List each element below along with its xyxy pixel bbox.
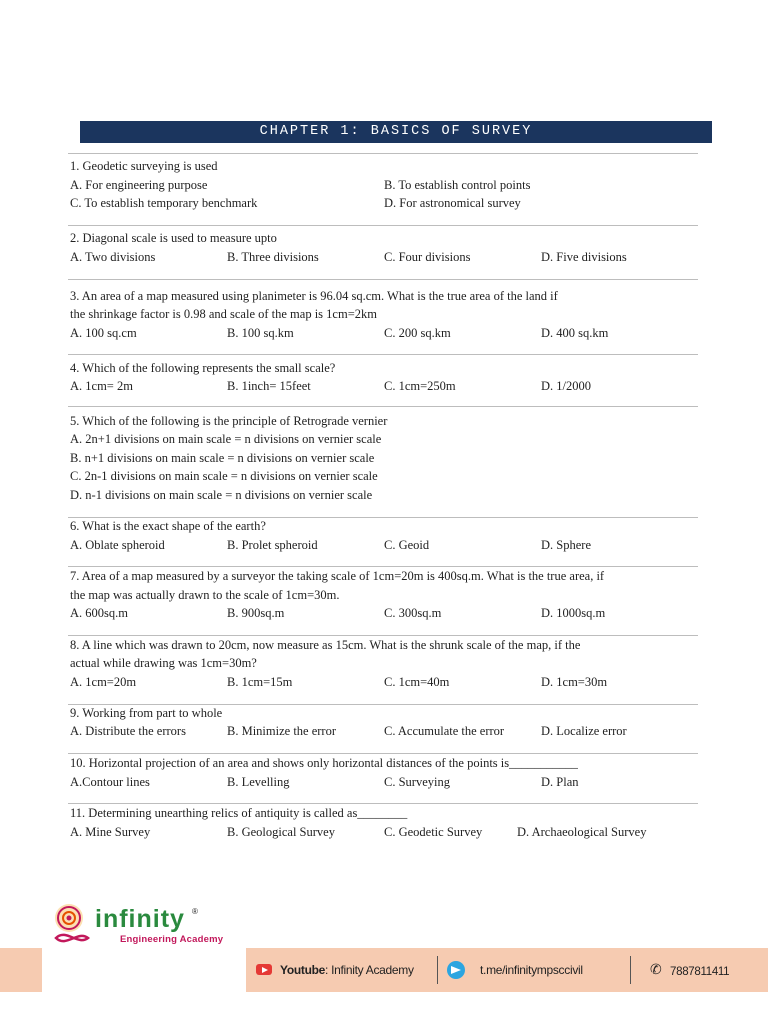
youtube-channel: : Infinity Academy: [325, 963, 414, 977]
option: A. For engineering purpose: [70, 178, 208, 192]
option: C. 2n-1 divisions on main scale = n divisions on vernier scale: [70, 469, 378, 483]
option: D. 400 sq.km: [541, 326, 609, 340]
phone-icon: ✆: [650, 962, 662, 978]
option: C. 1cm=250m: [384, 379, 456, 393]
option: A.Contour lines: [70, 775, 150, 789]
option: A. Distribute the errors: [70, 724, 186, 738]
divider: [68, 566, 698, 567]
option: A. 600sq.m: [70, 606, 128, 620]
option: A. 1cm= 2m: [70, 379, 133, 393]
divider: [68, 406, 698, 407]
divider: [68, 803, 698, 804]
footer-separator: [437, 956, 438, 984]
option: A. 2n+1 divisions on main scale = n divisions on vernier scale: [70, 432, 382, 446]
footer-separator: [630, 956, 631, 984]
option: D. Plan: [541, 775, 579, 789]
option: B. Three divisions: [227, 250, 319, 264]
option: D. 1000sq.m: [541, 606, 606, 620]
option: C. Four divisions: [384, 250, 471, 264]
option: B. 100 sq.km: [227, 326, 294, 340]
option: A. Two divisions: [70, 250, 156, 264]
option: C. 300sq.m: [384, 606, 442, 620]
question-text: 10. Horizontal projection of an area and shows only horizontal distances of the points is___________: [70, 756, 578, 770]
option: D. Sphere: [541, 538, 591, 552]
divider: [68, 225, 698, 226]
question-text: actual while drawing was 1cm=30m?: [70, 656, 257, 670]
logo-subtitle: Engineering Academy: [120, 934, 224, 945]
option: B. Prolet spheroid: [227, 538, 318, 552]
phone-number[interactable]: 7887811411: [670, 966, 730, 978]
option: B. 900sq.m: [227, 606, 285, 620]
youtube-link[interactable]: [280, 962, 414, 978]
divider: [68, 153, 698, 154]
telegram-icon: [447, 961, 465, 979]
option: B. n+1 divisions on main scale = n divisions on vernier scale: [70, 451, 375, 465]
question-text: 6. What is the exact shape of the earth?: [70, 519, 266, 533]
option: D. Five divisions: [541, 250, 627, 264]
registered-mark: ®: [192, 907, 198, 916]
footer-band-left: [0, 948, 42, 992]
question-text: 5. Which of the following is the principle of Retrograde vernier: [70, 414, 388, 428]
question-text: the shrinkage factor is 0.98 and scale of the map is 1cm=2km: [70, 307, 377, 321]
question-text: 8. A line which was drawn to 20cm, now measure as 15cm. What is the shrunk scale of the map, if the: [70, 638, 581, 652]
option: B. Geological Survey: [227, 825, 335, 839]
option: C. 1cm=40m: [384, 675, 450, 689]
question-text: the map was actually drawn to the scale of 1cm=30m.: [70, 588, 340, 602]
option: B. 1inch= 15feet: [227, 379, 311, 393]
question-text: 1. Geodetic surveying is used: [70, 159, 218, 173]
question-text: 7. Area of a map measured by a surveyor the taking scale of 1cm=20m is 400sq.m. What is the true area, if: [70, 569, 605, 583]
option: C. Geodetic Survey: [384, 825, 483, 839]
option: A. Oblate spheroid: [70, 538, 165, 552]
option: C. 200 sq.km: [384, 326, 451, 340]
question-text: 2. Diagonal scale is used to measure upto: [70, 231, 277, 245]
chapter-title: CHAPTER 1: BASICS OF SURVEY: [80, 121, 712, 143]
option: A. Mine Survey: [70, 825, 151, 839]
option: A. 100 sq.cm: [70, 326, 137, 340]
youtube-label: Youtube: [280, 963, 326, 977]
question-text: 9. Working from part to whole: [70, 706, 223, 720]
option: D. n-1 divisions on main scale = n divisions on vernier scale: [70, 488, 373, 502]
option: C. Geoid: [384, 538, 430, 552]
option: D. Localize error: [541, 724, 627, 738]
youtube-icon: [256, 964, 272, 975]
option: D. Archaeological Survey: [517, 825, 647, 839]
divider: [68, 753, 698, 754]
question-text: 4. Which of the following represents the small scale?: [70, 361, 336, 375]
option: C. To establish temporary benchmark: [70, 196, 258, 210]
question-text: 3. An area of a map measured using planimeter is 96.04 sq.cm. What is the true area of the land if: [70, 289, 558, 303]
logo-wordmark: infinity: [95, 905, 185, 933]
divider: [68, 635, 698, 636]
option: B. To establish control points: [384, 178, 531, 192]
option: A. 1cm=20m: [70, 675, 137, 689]
option: B. 1cm=15m: [227, 675, 293, 689]
telegram-link[interactable]: t.me/infinitympsccivil: [480, 963, 583, 977]
option: D. For astronomical survey: [384, 196, 521, 210]
divider: [68, 354, 698, 355]
option: D. 1cm=30m: [541, 675, 608, 689]
question-text: 11. Determining unearthing relics of antiquity is called as________: [70, 806, 408, 820]
option: C. Surveying: [384, 775, 450, 789]
option: C. Accumulate the error: [384, 724, 505, 738]
option: D. 1/2000: [541, 379, 591, 393]
divider: [68, 279, 698, 280]
option: B. Minimize the error: [227, 724, 336, 738]
option: B. Levelling: [227, 775, 290, 789]
